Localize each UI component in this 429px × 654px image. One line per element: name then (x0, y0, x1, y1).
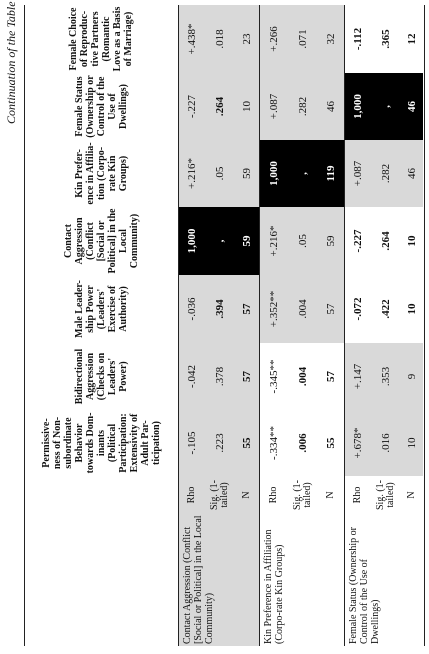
stat-label: N (241, 491, 252, 499)
cell-diagonal: 1,000 (179, 207, 205, 275)
cell: +.678* (345, 410, 371, 476)
cell: 10 (241, 101, 253, 112)
cell: 12 (406, 33, 418, 45)
cell: .018 (214, 29, 226, 49)
row-label-2: Female Status (Ownership or Control of the Use of Dwellings) (348, 527, 381, 644)
cell-diagonal: 1,000 (345, 73, 371, 140)
col-header-2: Male Leader-ship Power (Leaders' Exercise of Authority) (73, 280, 129, 338)
cell: 55 (241, 437, 253, 449)
cell-diagonal: , (371, 73, 401, 140)
cell-diagonal: 59 (235, 207, 259, 275)
cell: 23 (241, 33, 253, 45)
cell: 57 (325, 371, 337, 382)
cell: .05 (214, 166, 226, 181)
cell: .353 (371, 343, 401, 410)
cell: -.036 (186, 297, 198, 321)
cell: 10 (406, 303, 418, 315)
cell: .378 (214, 366, 226, 387)
cell-diagonal: 119 (318, 140, 344, 207)
cell: 46 (318, 73, 344, 140)
col-header-3: Contact Aggression (Conflict [Social or Political] in the Local Community) (62, 208, 140, 274)
stat-label: Rho (352, 486, 363, 504)
cell: -.345** (268, 359, 280, 394)
cell: .004 (297, 366, 309, 387)
col-header-4: Kin Prefer-ence in Affilia-tion (Corpo-rate Kin Groups) (73, 142, 129, 205)
col-header-5: Female Status (Ownership or Control of the Use of Dwellings) (73, 75, 129, 138)
cell: 57 (241, 303, 253, 315)
stat-label: Rho (186, 486, 197, 504)
cell: -.042 (186, 365, 198, 388)
cell: +.147 (345, 343, 371, 410)
col-header-6: Female Choice of Reproduc-tive Partners (Romantic Love as a Basis of Marriage) (68, 6, 134, 72)
cell: +.352** (260, 275, 288, 343)
stat-label: Sig. (1-tailed) (209, 480, 230, 510)
cell: 9 (401, 343, 423, 410)
cell: .394 (214, 299, 226, 319)
cell: -.072 (352, 297, 364, 321)
stat-label: N (325, 491, 336, 499)
cell: .016 (371, 410, 401, 476)
cell: +.266 (260, 5, 288, 73)
cell: .365 (380, 29, 392, 49)
cell: .05 (288, 207, 318, 275)
cell: 46 (401, 140, 423, 207)
cell: +.216* (260, 207, 288, 275)
cell-diagonal: , (205, 207, 235, 275)
cell: -.334** (268, 426, 280, 460)
row-label-0: Contact Aggression (Conflict [Social or Political] in the Local Community) (182, 515, 215, 644)
cell: 32 (318, 5, 344, 73)
cell: -.227 (352, 229, 364, 253)
cell: .264 (214, 96, 226, 117)
row-label-1: Kin Preference in Affiliation (Corpo-rate Kin Groups) (263, 529, 285, 644)
col-header-0: Permissive-ness of Non-subordinate Behavior towards Dom-inants (Political Participation: Extensivity of Adult Par-ticipation) (40, 412, 162, 474)
table-top-rule (24, 5, 25, 646)
cell: 57 (241, 371, 253, 382)
cell: .282 (371, 140, 401, 207)
cell: 59 (241, 168, 253, 179)
cell: .071 (288, 5, 318, 73)
cell: .006 (297, 433, 309, 453)
cell: .004 (288, 275, 318, 343)
stat-label: Rho (268, 486, 279, 504)
stat-label: Sig. (1-tailed) (292, 480, 313, 510)
stat-label: Sig. (1-tailed) (375, 480, 396, 510)
cell: .264 (380, 231, 392, 251)
cell: -.105 (186, 431, 198, 455)
cell: .422 (380, 299, 392, 319)
cell-diagonal: 46 (401, 73, 423, 140)
cell: +.438* (186, 23, 198, 55)
cell-diagonal: , (288, 140, 318, 207)
stat-label: N (406, 491, 417, 499)
cell: .282 (288, 73, 318, 140)
cell: -.227 (186, 95, 198, 118)
cell: 10 (401, 410, 423, 476)
cell: 59 (318, 207, 344, 275)
table-caption: Continuation of the Table (4, 1, 18, 124)
cell: -.112 (352, 27, 364, 51)
cell-diagonal: 1,000 (260, 140, 288, 207)
table-bottom-rule (424, 5, 425, 646)
cell: .223 (214, 433, 226, 453)
col-header-1: Bidirectional Aggression (Checks on Leaders' Power) (73, 348, 129, 405)
cell: +.216* (186, 158, 198, 189)
cell: 57 (318, 275, 344, 343)
cell: 55 (325, 437, 337, 449)
correlation-table (24, 5, 425, 646)
cell: 10 (406, 235, 418, 247)
cell: +.087 (345, 140, 371, 207)
cell: +.087 (260, 73, 288, 140)
